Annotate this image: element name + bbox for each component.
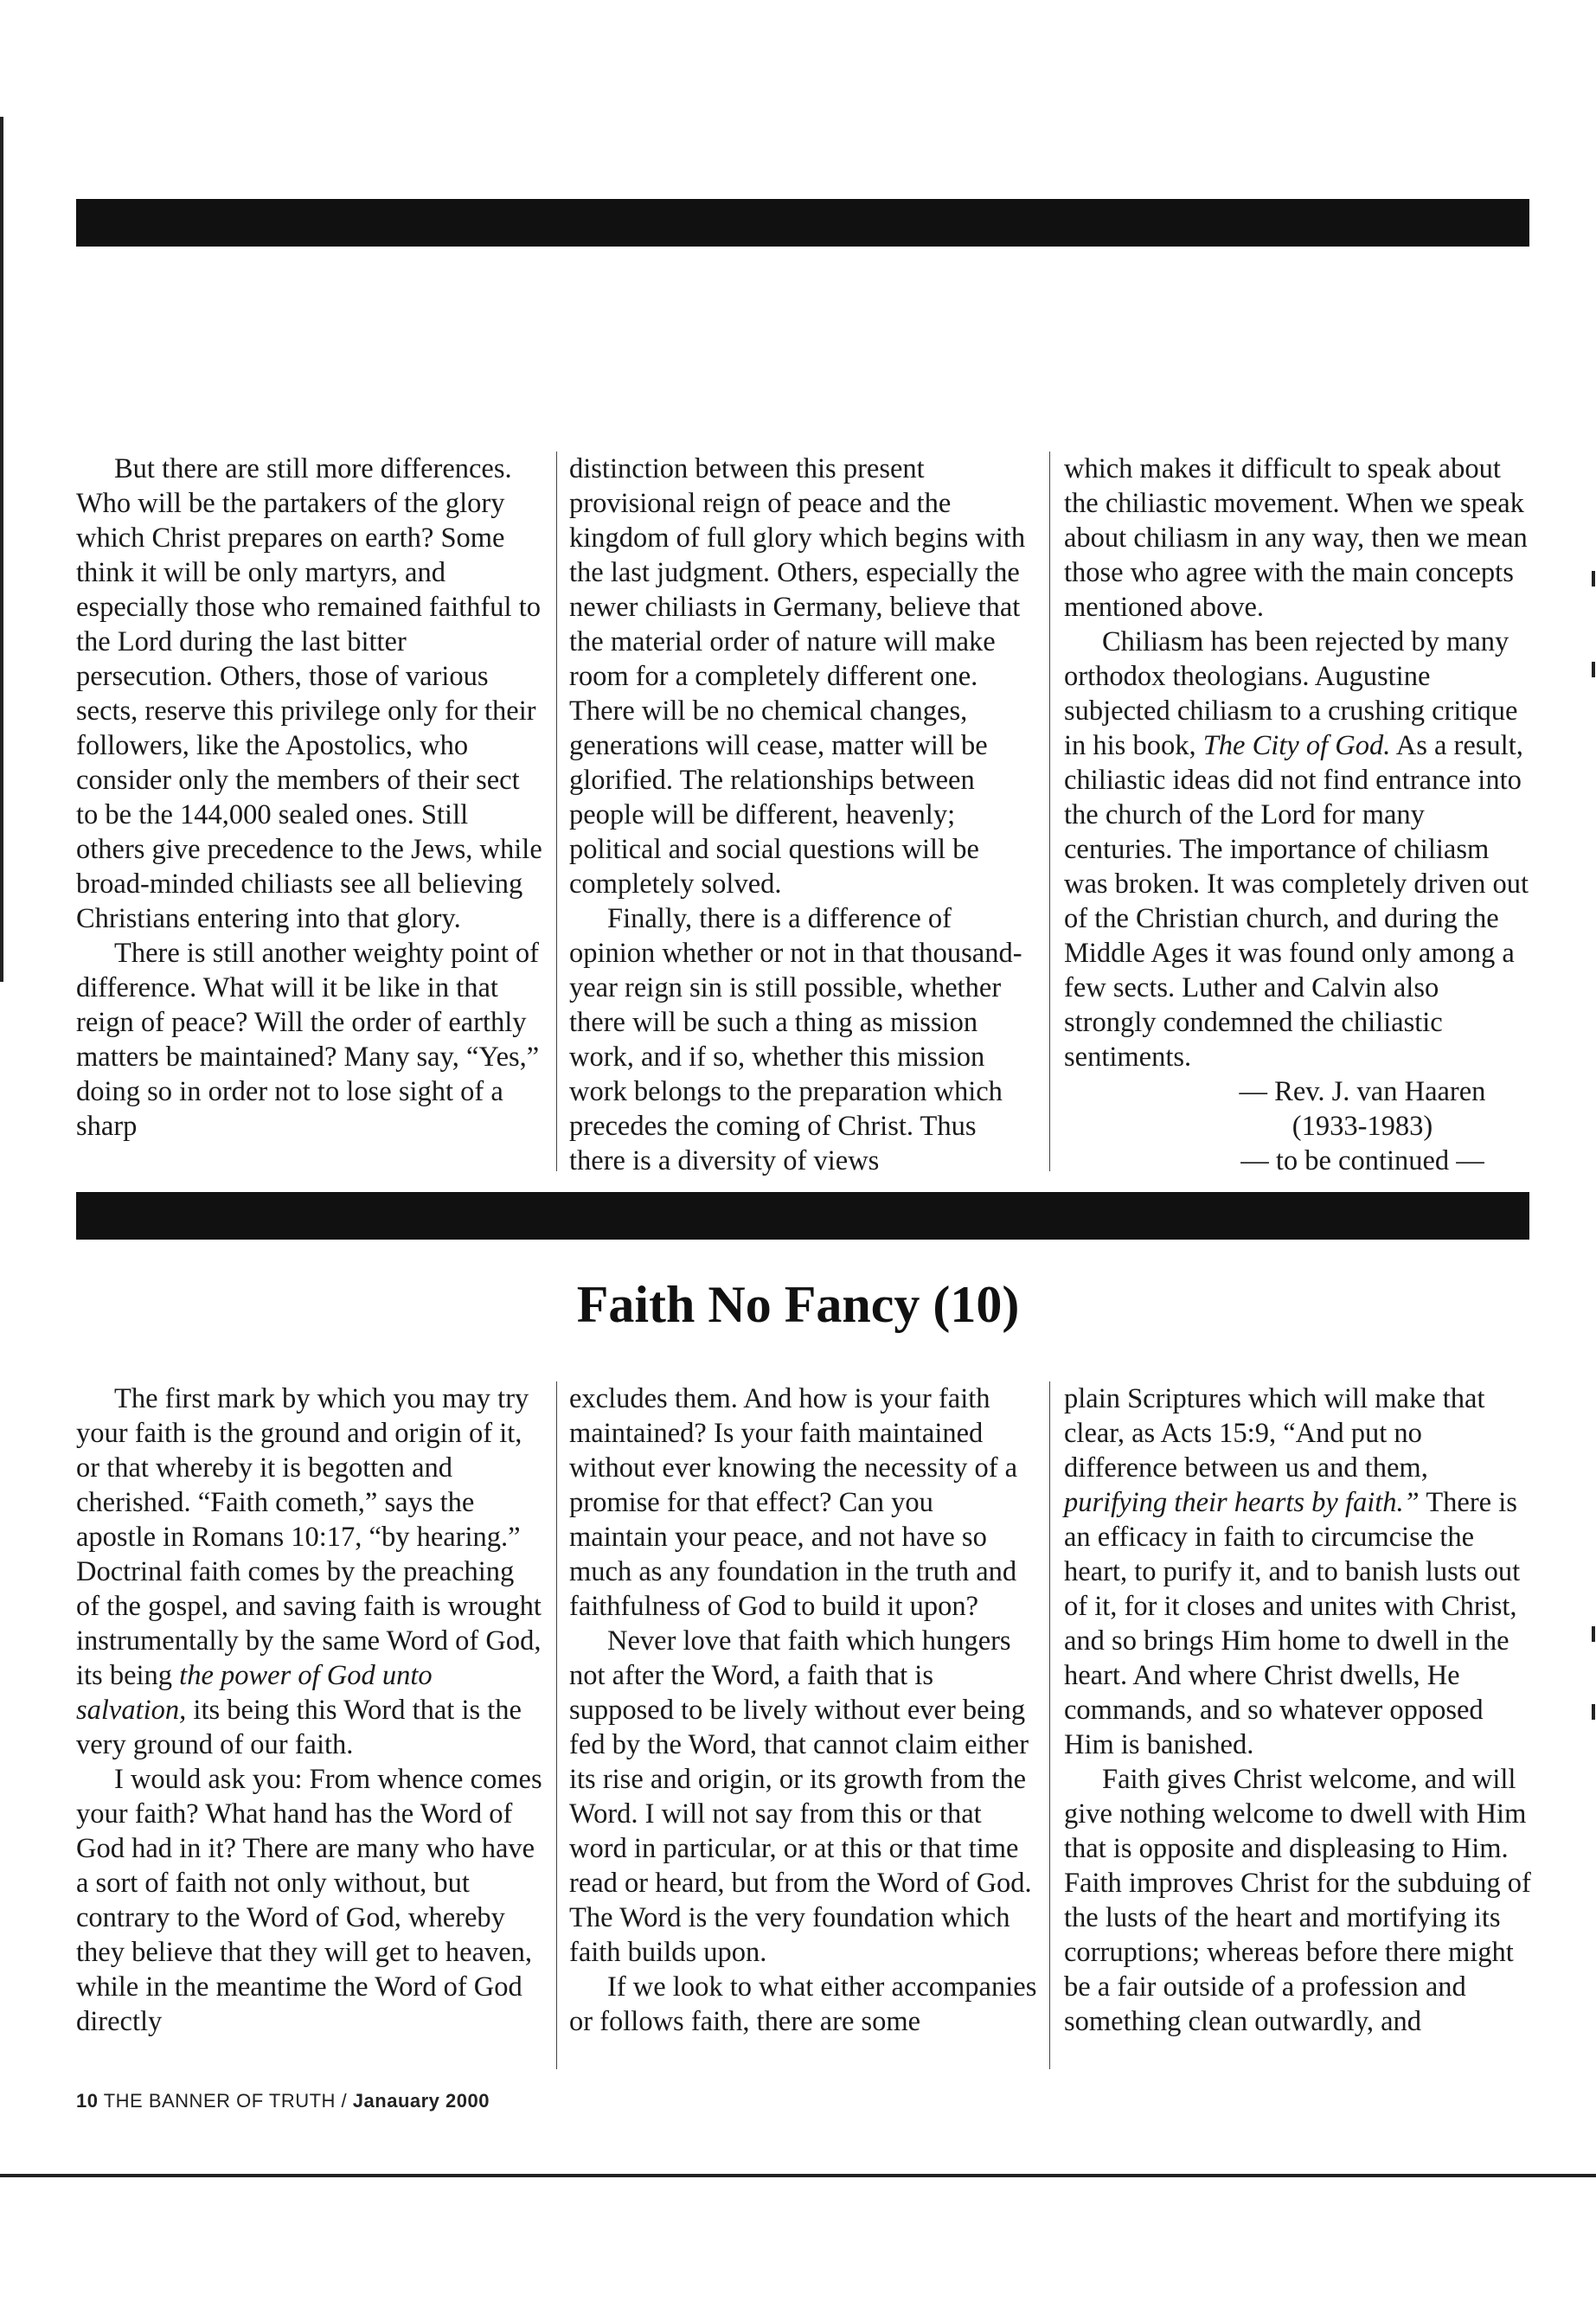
paragraph: which makes it difficult to speak about the chiliastic movement. When we speak about chiliasm in any way, then we mean those who agree with the main concepts mentioned above. <box>1064 453 1528 623</box>
column-divider <box>1049 452 1050 1171</box>
scan-mark <box>1592 571 1595 586</box>
scan-mark <box>1592 1626 1595 1642</box>
book-title: The City of God. <box>1202 730 1391 761</box>
paragraph-text: its being this Word that is the very ground of our faith. <box>76 1695 522 1760</box>
paragraph: Finally, there is a difference of opinion whether or not in that thousand-year reign sin is still possible, whether there will be such a thing as mission work, and if so, whether this mission work belongs to the preparation which precedes the coming of Christ. Thus there is a diversity of views <box>569 903 1022 1176</box>
top-black-banner <box>76 199 1529 247</box>
paragraph: Never love that faith which hungers not after the Word, a faith that is supposed to be lively without ever being fed by the Word, that cannot claim either its rise and origin, or its growth from the Word. I will not say from this or that word in particular, or at this or that time read or heard, but from the Word of God. The Word is the very foundation which faith builds upon. <box>569 1625 1032 1968</box>
scripture-quote: the power of God unto salvation, <box>76 1660 433 1726</box>
paragraph-text: plain Scriptures which will make that clear, as Acts 15:9, “And put no difference between us and them, <box>1064 1383 1485 1484</box>
paragraph: There is still another weighty point of difference. What will it be like in that reign of peace? Will the order of earthly matters be maintained? Many say, “Yes,” doing so in order not to lose sight of a sharp <box>76 938 540 1142</box>
to-be-continued: — to be continued — <box>1240 1145 1484 1176</box>
paragraph <box>1064 625 1531 1074</box>
paragraph: Faith gives Christ welcome, and will give nothing welcome to dwell with Him that is opposite and displeasing to Him. Faith improves Christ for the subduing of the lusts of the heart and mortifying its corruptions; whereas before there might be a fair outside of a profession and something clean outwardly, and <box>1064 1764 1531 2037</box>
paragraph: distinction between this present provisional reign of peace and the kingdom of full glory which begins with the last judgment. Others, especially the newer chiliasts in Germany, believe that the material order of nature will make room for a completely different one. There will be no chemical changes, generations will cease, matter will be glorified. The relationships between people will be different, heavenly; political and social questions will be completely solved. <box>569 453 1026 900</box>
paragraph <box>76 1381 543 1762</box>
paragraph-text: The first mark by which you may try your faith is the ground and origin of it, or that whereby it is begotten and cherished. “Faith cometh,” says the apostle in Romans 10:17, “by hearing.” Doctrinal faith comes by the preaching of the gospel, and saving faith is wrought instrumentally by the same Word of God, its being <box>76 1383 542 1691</box>
column-divider <box>556 452 557 1171</box>
section2-column-1 <box>76 1381 543 2039</box>
paragraph <box>1064 1381 1531 1762</box>
section1-column-2 <box>569 452 1038 1178</box>
author-signature: — Rev. J. van Haaren <box>1239 1076 1486 1107</box>
page-number: 10 <box>76 2090 99 2112</box>
article-title: Faith No Fancy (10) <box>576 1276 1020 1333</box>
paragraph-text: Chiliasm has been rejected by many orthodox theologians. Augustine subjected chiliasm to a crushing critique in his book, <box>1064 626 1518 761</box>
paragraph-text: There is an efficacy in faith to circumcise the heart, to purify it, and to banish lusts out of it, for it closes and unites with Christ, and so brings Him home to dwell in the heart. And where Christ dwells, He commands, and so whatever opposed Him is banished. <box>1064 1487 1521 1760</box>
issue-date: Janauary 2000 <box>352 2090 490 2112</box>
scan-mark <box>1592 1704 1595 1720</box>
section2-column-3 <box>1064 1381 1531 2039</box>
page-edge-line <box>0 117 3 982</box>
paragraph-text: As a result, chiliastic ideas did not find entrance into the church of the Lord for many centuries. The importance of chiliasm was broken. It was completely driven out of the Christian church, and during the Middle Ages it was found only among a few sects. Luther and Calvin also strongly condemned the chiliastic sentiments. <box>1064 730 1529 1073</box>
bottom-rule <box>0 2174 1596 2177</box>
paragraph: If we look to what either accompanies or follows faith, there are some <box>569 1971 1037 2037</box>
scripture-quote: purifying their hearts by faith.” <box>1064 1487 1420 1518</box>
section2-column-2 <box>569 1381 1038 2039</box>
paragraph: I would ask you: From whence comes your faith? What hand has the Word of God had in it? There are many who have a sort of faith not only without, but contrary to the Word of God, whereby they believe that they will get to heaven, while in the meantime the Word of God directly <box>76 1764 542 2037</box>
middle-black-banner <box>76 1192 1529 1240</box>
paragraph: But there are still more differences. Who will be the partakers of the glory which Christ prepares on earth? Some think it will be only martyrs, and especially those who remained faithful to the Lord during the last bitter persecution. Others, those of various sects, reserve this privilege only for their followers, like the Apostolics, who consider only the members of their sect to be the 144,000 sealed ones. Still others give precedence to the Jews, while broad-minded chiliasts see all believing Christians entering into that glory. <box>76 453 542 934</box>
scan-mark <box>1592 662 1595 677</box>
footer-separator: / <box>341 2090 348 2112</box>
column-divider <box>556 1381 557 2069</box>
section1-column-3 <box>1064 452 1531 1178</box>
author-years: (1933-1983) <box>1292 1111 1433 1142</box>
publication-name: THE BANNER OF TRUTH <box>103 2090 336 2112</box>
column-divider <box>1049 1381 1050 2069</box>
paragraph: excludes them. And how is your faith maintained? Is your faith maintained without ever knowing the necessity of a promise for that effect? Can you maintain your peace, and not have so much as any foundation in the truth and faithfulness of God to build it upon? <box>569 1383 1018 1622</box>
page-footer <box>76 2090 490 2112</box>
section1-column-1 <box>76 452 543 1144</box>
